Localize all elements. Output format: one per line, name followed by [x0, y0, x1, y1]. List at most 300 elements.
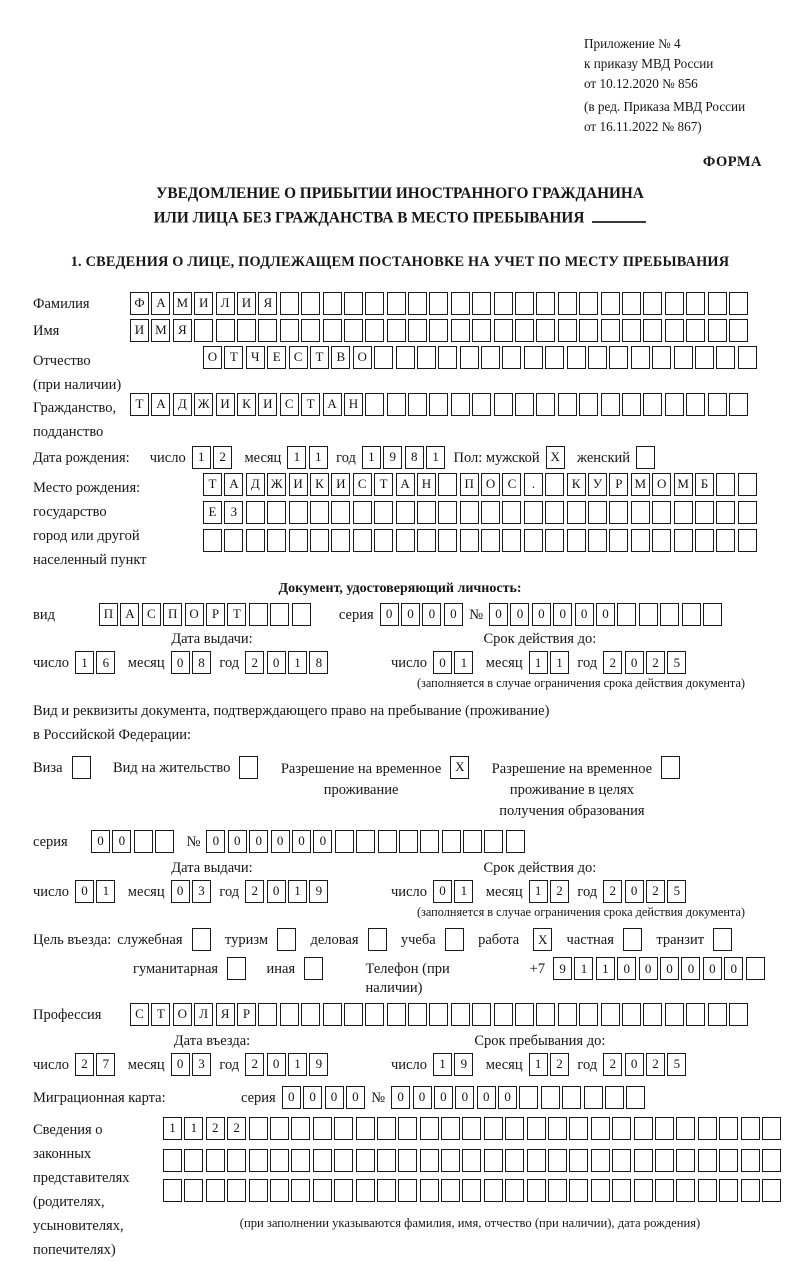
representatives-char-box[interactable]: [719, 1117, 738, 1140]
birthplace-char-box[interactable]: [652, 501, 671, 524]
surname-char-box[interactable]: И: [237, 292, 256, 315]
given-name-char-box[interactable]: [579, 319, 598, 342]
stay-year-box[interactable]: 2: [603, 1053, 622, 1076]
representatives-char-box[interactable]: [612, 1117, 631, 1140]
birthplace-char-box[interactable]: [502, 529, 521, 552]
citizenship-char-box[interactable]: [387, 393, 406, 416]
doc-issue-day-box[interactable]: 1: [75, 651, 94, 674]
birthplace-char-box[interactable]: [567, 501, 586, 524]
migration-number-box[interactable]: 0: [455, 1086, 474, 1109]
permit-until-year-box[interactable]: 0: [625, 880, 644, 903]
permit-until-year-box[interactable]: 2: [603, 880, 622, 903]
birthplace-char-box[interactable]: [396, 529, 415, 552]
representatives-char-box[interactable]: [356, 1149, 375, 1172]
profession-char-box[interactable]: О: [173, 1003, 192, 1026]
migration-number-box[interactable]: 0: [413, 1086, 432, 1109]
representatives-char-box[interactable]: [676, 1149, 695, 1172]
representatives-char-box[interactable]: 1: [184, 1117, 203, 1140]
citizenship-char-box[interactable]: С: [280, 393, 299, 416]
profession-char-box[interactable]: [494, 1003, 513, 1026]
surname-char-box[interactable]: [301, 292, 320, 315]
given-name-char-box[interactable]: [622, 319, 641, 342]
patronymic-char-box[interactable]: [524, 346, 543, 369]
citizenship-char-box[interactable]: А: [151, 393, 170, 416]
representatives-char-box[interactable]: [591, 1117, 610, 1140]
citizenship-char-box[interactable]: [665, 393, 684, 416]
birthplace-char-box[interactable]: [331, 529, 350, 552]
doc-number-box[interactable]: 0: [532, 603, 551, 626]
birthplace-char-box[interactable]: [609, 529, 628, 552]
phone-digit-box[interactable]: 1: [596, 957, 615, 980]
migration-series-box[interactable]: 0: [325, 1086, 344, 1109]
doc-number-box[interactable]: [639, 603, 658, 626]
representatives-char-box[interactable]: [548, 1117, 567, 1140]
permit-series-box[interactable]: [155, 830, 174, 853]
birthplace-char-box[interactable]: [203, 529, 222, 552]
doc-issue-year-box[interactable]: 1: [288, 651, 307, 674]
representatives-char-box[interactable]: [505, 1117, 524, 1140]
entry-month-box[interactable]: 0: [171, 1053, 190, 1076]
surname-char-box[interactable]: [536, 292, 555, 315]
permit-issue-day-box[interactable]: 0: [75, 880, 94, 903]
doc-issue-day-box[interactable]: 6: [96, 651, 115, 674]
given-name-char-box[interactable]: [258, 319, 277, 342]
representatives-char-box[interactable]: [441, 1149, 460, 1172]
sex-female-box[interactable]: [636, 446, 655, 469]
given-name-char-box[interactable]: [365, 319, 384, 342]
permit-number-box[interactable]: [506, 830, 525, 853]
surname-char-box[interactable]: [429, 292, 448, 315]
birthplace-char-box[interactable]: [545, 473, 564, 496]
purpose-transit-box[interactable]: [713, 928, 732, 951]
surname-char-box[interactable]: [558, 292, 577, 315]
surname-char-box[interactable]: [729, 292, 748, 315]
permit-series-box[interactable]: 0: [91, 830, 110, 853]
birthplace-char-box[interactable]: М: [631, 473, 650, 496]
citizenship-char-box[interactable]: [558, 393, 577, 416]
patronymic-char-box[interactable]: С: [289, 346, 308, 369]
profession-char-box[interactable]: [729, 1003, 748, 1026]
doc-issue-year-box[interactable]: 8: [309, 651, 328, 674]
phone-digit-box[interactable]: 0: [703, 957, 722, 980]
representatives-char-box[interactable]: [634, 1117, 653, 1140]
doc-issue-year-box[interactable]: 0: [267, 651, 286, 674]
representatives-char-box[interactable]: 2: [206, 1117, 225, 1140]
surname-char-box[interactable]: [686, 292, 705, 315]
birthplace-char-box[interactable]: [267, 501, 286, 524]
permit-number-box[interactable]: [399, 830, 418, 853]
birthplace-char-box[interactable]: [353, 501, 372, 524]
birthplace-char-box[interactable]: [374, 529, 393, 552]
profession-char-box[interactable]: [280, 1003, 299, 1026]
doc-number-box[interactable]: [682, 603, 701, 626]
representatives-char-box[interactable]: [163, 1149, 182, 1172]
representatives-char-box[interactable]: [612, 1149, 631, 1172]
birthplace-char-box[interactable]: П: [460, 473, 479, 496]
representatives-char-box[interactable]: [420, 1117, 439, 1140]
birthplace-char-box[interactable]: [716, 473, 735, 496]
birthplace-char-box[interactable]: К: [310, 473, 329, 496]
surname-char-box[interactable]: А: [151, 292, 170, 315]
representatives-char-box[interactable]: [313, 1179, 332, 1202]
patronymic-char-box[interactable]: [609, 346, 628, 369]
birthplace-char-box[interactable]: [652, 529, 671, 552]
profession-char-box[interactable]: [643, 1003, 662, 1026]
citizenship-char-box[interactable]: [622, 393, 641, 416]
visa-box[interactable]: [72, 756, 91, 779]
birthplace-char-box[interactable]: Е: [203, 501, 222, 524]
birth-month-box[interactable]: 1: [287, 446, 306, 469]
given-name-char-box[interactable]: [558, 319, 577, 342]
representatives-char-box[interactable]: [291, 1149, 310, 1172]
stay-year-box[interactable]: 0: [625, 1053, 644, 1076]
representatives-char-box[interactable]: [484, 1149, 503, 1172]
birthplace-char-box[interactable]: Т: [203, 473, 222, 496]
representatives-char-box[interactable]: [377, 1149, 396, 1172]
birthplace-char-box[interactable]: Ж: [267, 473, 286, 496]
birthplace-char-box[interactable]: М: [674, 473, 693, 496]
given-name-char-box[interactable]: [323, 319, 342, 342]
representatives-char-box[interactable]: [719, 1179, 738, 1202]
permit-issue-month-box[interactable]: 0: [171, 880, 190, 903]
surname-char-box[interactable]: [408, 292, 427, 315]
purpose-work-box[interactable]: X: [533, 928, 552, 951]
doc-number-box[interactable]: [703, 603, 722, 626]
birthplace-char-box[interactable]: [674, 529, 693, 552]
given-name-char-box[interactable]: [708, 319, 727, 342]
representatives-char-box[interactable]: [591, 1179, 610, 1202]
migration-series-box[interactable]: 0: [303, 1086, 322, 1109]
representatives-char-box[interactable]: [420, 1179, 439, 1202]
given-name-char-box[interactable]: [216, 319, 235, 342]
permit-number-box[interactable]: [420, 830, 439, 853]
stay-year-box[interactable]: 2: [646, 1053, 665, 1076]
given-name-char-box[interactable]: [387, 319, 406, 342]
representatives-char-box[interactable]: [719, 1149, 738, 1172]
doc-number-box[interactable]: 0: [575, 603, 594, 626]
stay-month-box[interactable]: 1: [529, 1053, 548, 1076]
patronymic-char-box[interactable]: [460, 346, 479, 369]
citizenship-char-box[interactable]: [686, 393, 705, 416]
entry-month-box[interactable]: 3: [192, 1053, 211, 1076]
permit-number-box[interactable]: 0: [228, 830, 247, 853]
profession-char-box[interactable]: [344, 1003, 363, 1026]
birth-year-box[interactable]: 1: [362, 446, 381, 469]
permit-issue-day-box[interactable]: 1: [96, 880, 115, 903]
representatives-char-box[interactable]: [249, 1117, 268, 1140]
doc-until-day-box[interactable]: 1: [454, 651, 473, 674]
doc-issue-year-box[interactable]: 2: [245, 651, 264, 674]
citizenship-char-box[interactable]: [515, 393, 534, 416]
stay-day-box[interactable]: 1: [433, 1053, 452, 1076]
purpose-private-box[interactable]: [623, 928, 642, 951]
citizenship-char-box[interactable]: [579, 393, 598, 416]
surname-char-box[interactable]: [665, 292, 684, 315]
representatives-char-box[interactable]: [548, 1149, 567, 1172]
representatives-char-box[interactable]: [313, 1117, 332, 1140]
surname-char-box[interactable]: [622, 292, 641, 315]
patronymic-char-box[interactable]: В: [331, 346, 350, 369]
representatives-char-box[interactable]: [206, 1149, 225, 1172]
citizenship-char-box[interactable]: А: [323, 393, 342, 416]
patronymic-char-box[interactable]: [738, 346, 757, 369]
profession-char-box[interactable]: Т: [151, 1003, 170, 1026]
purpose-study-box[interactable]: [445, 928, 464, 951]
birthplace-char-box[interactable]: [460, 501, 479, 524]
representatives-char-box[interactable]: [698, 1179, 717, 1202]
representatives-char-box[interactable]: [249, 1179, 268, 1202]
representatives-char-box[interactable]: [569, 1149, 588, 1172]
given-name-char-box[interactable]: [686, 319, 705, 342]
surname-char-box[interactable]: Л: [216, 292, 235, 315]
profession-char-box[interactable]: Л: [194, 1003, 213, 1026]
doc-number-box[interactable]: [617, 603, 636, 626]
patronymic-char-box[interactable]: Т: [310, 346, 329, 369]
birthplace-char-box[interactable]: .: [524, 473, 543, 496]
patronymic-char-box[interactable]: О: [203, 346, 222, 369]
doc-until-month-box[interactable]: 1: [550, 651, 569, 674]
given-name-char-box[interactable]: [344, 319, 363, 342]
representatives-char-box[interactable]: [249, 1149, 268, 1172]
citizenship-char-box[interactable]: И: [216, 393, 235, 416]
birthplace-char-box[interactable]: Р: [609, 473, 628, 496]
given-name-char-box[interactable]: [280, 319, 299, 342]
permit-number-box[interactable]: [335, 830, 354, 853]
surname-char-box[interactable]: [451, 292, 470, 315]
doc-type-char-box[interactable]: [270, 603, 289, 626]
representatives-char-box[interactable]: [676, 1179, 695, 1202]
citizenship-char-box[interactable]: [729, 393, 748, 416]
doc-until-year-box[interactable]: 5: [667, 651, 686, 674]
permit-until-month-box[interactable]: 1: [529, 880, 548, 903]
citizenship-char-box[interactable]: [365, 393, 384, 416]
doc-type-char-box[interactable]: С: [142, 603, 161, 626]
doc-type-char-box[interactable]: Р: [206, 603, 225, 626]
birthplace-char-box[interactable]: А: [396, 473, 415, 496]
representatives-char-box[interactable]: [398, 1149, 417, 1172]
doc-number-box[interactable]: 0: [596, 603, 615, 626]
citizenship-char-box[interactable]: И: [258, 393, 277, 416]
profession-char-box[interactable]: [665, 1003, 684, 1026]
migration-number-box[interactable]: [605, 1086, 624, 1109]
representatives-char-box[interactable]: [270, 1149, 289, 1172]
permit-number-box[interactable]: 0: [271, 830, 290, 853]
birthplace-char-box[interactable]: С: [502, 473, 521, 496]
purpose-business-box[interactable]: [192, 928, 211, 951]
representatives-char-box[interactable]: [313, 1149, 332, 1172]
birth-year-box[interactable]: 8: [405, 446, 424, 469]
profession-char-box[interactable]: [301, 1003, 320, 1026]
patronymic-char-box[interactable]: [481, 346, 500, 369]
birthplace-char-box[interactable]: Т: [374, 473, 393, 496]
surname-char-box[interactable]: [280, 292, 299, 315]
surname-char-box[interactable]: [601, 292, 620, 315]
birthplace-char-box[interactable]: [246, 529, 265, 552]
doc-type-char-box[interactable]: О: [185, 603, 204, 626]
stay-day-box[interactable]: 9: [454, 1053, 473, 1076]
birthplace-char-box[interactable]: [481, 529, 500, 552]
representatives-char-box[interactable]: 2: [227, 1117, 246, 1140]
permit-issue-year-box[interactable]: 2: [245, 880, 264, 903]
representatives-char-box[interactable]: [441, 1179, 460, 1202]
doc-type-char-box[interactable]: П: [163, 603, 182, 626]
representatives-char-box[interactable]: [527, 1117, 546, 1140]
birthplace-char-box[interactable]: [438, 529, 457, 552]
citizenship-char-box[interactable]: [643, 393, 662, 416]
profession-char-box[interactable]: [429, 1003, 448, 1026]
patronymic-char-box[interactable]: Ч: [246, 346, 265, 369]
birthplace-char-box[interactable]: [224, 529, 243, 552]
permit-number-box[interactable]: [484, 830, 503, 853]
representatives-char-box[interactable]: [441, 1117, 460, 1140]
birthplace-char-box[interactable]: С: [353, 473, 372, 496]
representatives-char-box[interactable]: [462, 1117, 481, 1140]
representatives-char-box[interactable]: [527, 1179, 546, 1202]
profession-char-box[interactable]: С: [130, 1003, 149, 1026]
birth-year-box[interactable]: 9: [383, 446, 402, 469]
representatives-char-box[interactable]: [505, 1179, 524, 1202]
representatives-char-box[interactable]: [698, 1149, 717, 1172]
permit-number-box[interactable]: 0: [292, 830, 311, 853]
permit-until-year-box[interactable]: 2: [646, 880, 665, 903]
given-name-char-box[interactable]: [494, 319, 513, 342]
permit-issue-year-box[interactable]: 1: [288, 880, 307, 903]
birthplace-char-box[interactable]: [481, 501, 500, 524]
representatives-char-box[interactable]: [762, 1179, 781, 1202]
birthplace-char-box[interactable]: [310, 529, 329, 552]
birthplace-char-box[interactable]: [438, 501, 457, 524]
birthplace-char-box[interactable]: [331, 501, 350, 524]
doc-number-box[interactable]: 0: [510, 603, 529, 626]
permit-series-box[interactable]: 0: [112, 830, 131, 853]
representatives-char-box[interactable]: [184, 1149, 203, 1172]
given-name-char-box[interactable]: [194, 319, 213, 342]
birthplace-char-box[interactable]: [246, 501, 265, 524]
representatives-char-box[interactable]: [569, 1179, 588, 1202]
doc-issue-month-box[interactable]: 0: [171, 651, 190, 674]
birthplace-char-box[interactable]: [609, 501, 628, 524]
citizenship-char-box[interactable]: [408, 393, 427, 416]
citizenship-char-box[interactable]: К: [237, 393, 256, 416]
migration-number-box[interactable]: [562, 1086, 581, 1109]
birthplace-char-box[interactable]: [738, 473, 757, 496]
representatives-char-box[interactable]: [356, 1117, 375, 1140]
patronymic-char-box[interactable]: [545, 346, 564, 369]
profession-char-box[interactable]: [451, 1003, 470, 1026]
profession-char-box[interactable]: [472, 1003, 491, 1026]
patronymic-char-box[interactable]: [438, 346, 457, 369]
profession-char-box[interactable]: [601, 1003, 620, 1026]
patronymic-char-box[interactable]: [417, 346, 436, 369]
birthplace-char-box[interactable]: А: [224, 473, 243, 496]
temp-permit-box[interactable]: X: [450, 756, 469, 779]
profession-char-box[interactable]: Р: [237, 1003, 256, 1026]
representatives-char-box[interactable]: [356, 1179, 375, 1202]
representatives-char-box[interactable]: 1: [163, 1117, 182, 1140]
representatives-char-box[interactable]: [527, 1149, 546, 1172]
birthplace-char-box[interactable]: [460, 529, 479, 552]
citizenship-char-box[interactable]: [536, 393, 555, 416]
patronymic-char-box[interactable]: [716, 346, 735, 369]
surname-char-box[interactable]: М: [173, 292, 192, 315]
birthplace-char-box[interactable]: [631, 529, 650, 552]
given-name-char-box[interactable]: [601, 319, 620, 342]
given-name-char-box[interactable]: И: [130, 319, 149, 342]
doc-series-box[interactable]: 0: [444, 603, 463, 626]
citizenship-char-box[interactable]: [429, 393, 448, 416]
birthplace-char-box[interactable]: [567, 529, 586, 552]
birthplace-char-box[interactable]: И: [331, 473, 350, 496]
birthplace-char-box[interactable]: [716, 501, 735, 524]
surname-char-box[interactable]: [515, 292, 534, 315]
profession-char-box[interactable]: [408, 1003, 427, 1026]
citizenship-char-box[interactable]: [601, 393, 620, 416]
residence-permit-box[interactable]: [239, 756, 258, 779]
patronymic-char-box[interactable]: Т: [224, 346, 243, 369]
doc-type-char-box[interactable]: Т: [227, 603, 246, 626]
phone-digit-box[interactable]: 1: [574, 957, 593, 980]
representatives-char-box[interactable]: [676, 1117, 695, 1140]
surname-char-box[interactable]: [365, 292, 384, 315]
doc-series-box[interactable]: 0: [380, 603, 399, 626]
permit-number-box[interactable]: [442, 830, 461, 853]
birthplace-char-box[interactable]: [524, 529, 543, 552]
surname-char-box[interactable]: [494, 292, 513, 315]
doc-until-year-box[interactable]: 2: [646, 651, 665, 674]
birthplace-char-box[interactable]: [588, 501, 607, 524]
given-name-char-box[interactable]: [472, 319, 491, 342]
representatives-char-box[interactable]: [655, 1179, 674, 1202]
birthplace-char-box[interactable]: [738, 529, 757, 552]
birthplace-char-box[interactable]: [738, 501, 757, 524]
doc-number-box[interactable]: [660, 603, 679, 626]
doc-until-year-box[interactable]: 2: [603, 651, 622, 674]
representatives-char-box[interactable]: [655, 1117, 674, 1140]
patronymic-char-box[interactable]: [374, 346, 393, 369]
profession-char-box[interactable]: [622, 1003, 641, 1026]
patronymic-char-box[interactable]: [396, 346, 415, 369]
birth-month-box[interactable]: 1: [309, 446, 328, 469]
birthplace-char-box[interactable]: [588, 529, 607, 552]
representatives-char-box[interactable]: [291, 1179, 310, 1202]
entry-year-box[interactable]: 9: [309, 1053, 328, 1076]
entry-year-box[interactable]: 2: [245, 1053, 264, 1076]
citizenship-char-box[interactable]: [494, 393, 513, 416]
purpose-other-box[interactable]: [304, 957, 323, 980]
doc-type-char-box[interactable]: [292, 603, 311, 626]
representatives-char-box[interactable]: [398, 1179, 417, 1202]
entry-year-box[interactable]: 0: [267, 1053, 286, 1076]
migration-number-box[interactable]: 0: [477, 1086, 496, 1109]
migration-number-box[interactable]: [519, 1086, 538, 1109]
representatives-char-box[interactable]: [420, 1149, 439, 1172]
birthplace-char-box[interactable]: Д: [246, 473, 265, 496]
given-name-char-box[interactable]: [665, 319, 684, 342]
citizenship-char-box[interactable]: [472, 393, 491, 416]
surname-char-box[interactable]: [323, 292, 342, 315]
profession-char-box[interactable]: [365, 1003, 384, 1026]
profession-char-box[interactable]: [708, 1003, 727, 1026]
doc-type-char-box[interactable]: [249, 603, 268, 626]
surname-char-box[interactable]: [643, 292, 662, 315]
stay-year-box[interactable]: 5: [667, 1053, 686, 1076]
representatives-char-box[interactable]: [377, 1117, 396, 1140]
birthplace-char-box[interactable]: К: [567, 473, 586, 496]
representatives-char-box[interactable]: [569, 1117, 588, 1140]
permit-number-box[interactable]: [378, 830, 397, 853]
profession-char-box[interactable]: [579, 1003, 598, 1026]
representatives-char-box[interactable]: [163, 1179, 182, 1202]
